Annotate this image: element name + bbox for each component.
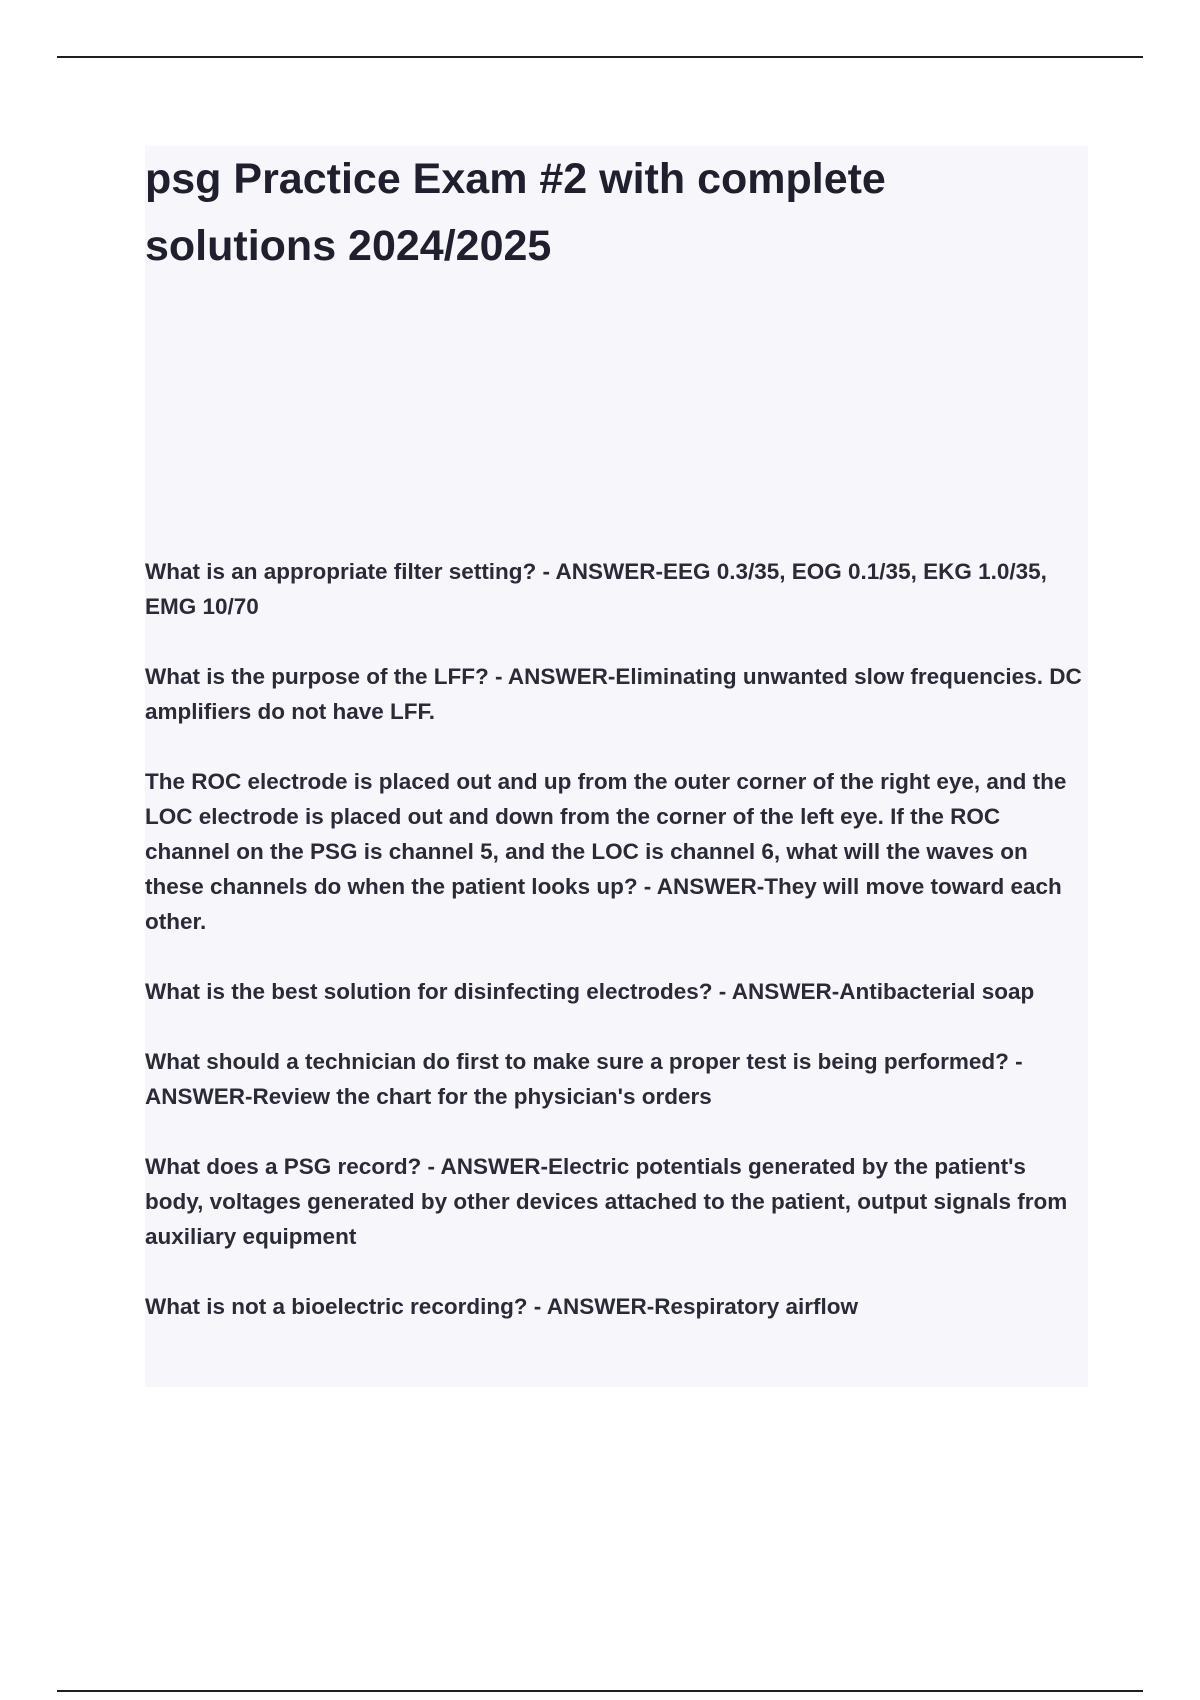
qa-item-lff-purpose: What is the purpose of the LFF? - ANSWER-Eliminating unwanted slow frequencies. DC amplifiers do not have LFF.: [145, 664, 1082, 724]
qa-list: [145, 554, 1088, 1359]
qa-item-filter-setting: What is an appropriate filter setting? - ANSWER-EEG 0.3/35, EOG 0.1/35, EKG 1.0/35, EMG 10/70: [145, 559, 1047, 619]
bottom-divider: [57, 1690, 1143, 1692]
top-divider: [57, 56, 1143, 58]
qa-item-disinfecting-electrodes: What is the best solution for disinfecting electrodes? - ANSWER-Antibacterial soap: [145, 979, 1035, 1004]
qa-item-roc-loc-electrodes: The ROC electrode is placed out and up from the outer corner of the right eye, and the LOC electrode is placed out and down from the corner of the left eye. If the ROC channel on the PSG is channel 5, and the LOC is channel 6, what will the waves on these channels do when the patient looks up? - ANSWER-They will move toward each other.: [145, 769, 1067, 934]
qa-item-psg-record: What does a PSG record? - ANSWER-Electric potentials generated by the patient's body, voltages generated by other devices attached to the patient, output signals from auxiliary equipment: [145, 1154, 1068, 1249]
qa-item-not-bioelectric: What is not a bioelectric recording? - ANSWER-Respiratory airflow: [145, 1294, 859, 1319]
document-content: [145, 146, 1088, 1387]
document-title: psg Practice Exam #2 with complete solutions 2024/2025: [145, 155, 886, 270]
qa-item-technician-first-step: What should a technician do first to make sure a proper test is being performed? - ANSWER-Review the chart for the physician's orders: [145, 1049, 1023, 1109]
